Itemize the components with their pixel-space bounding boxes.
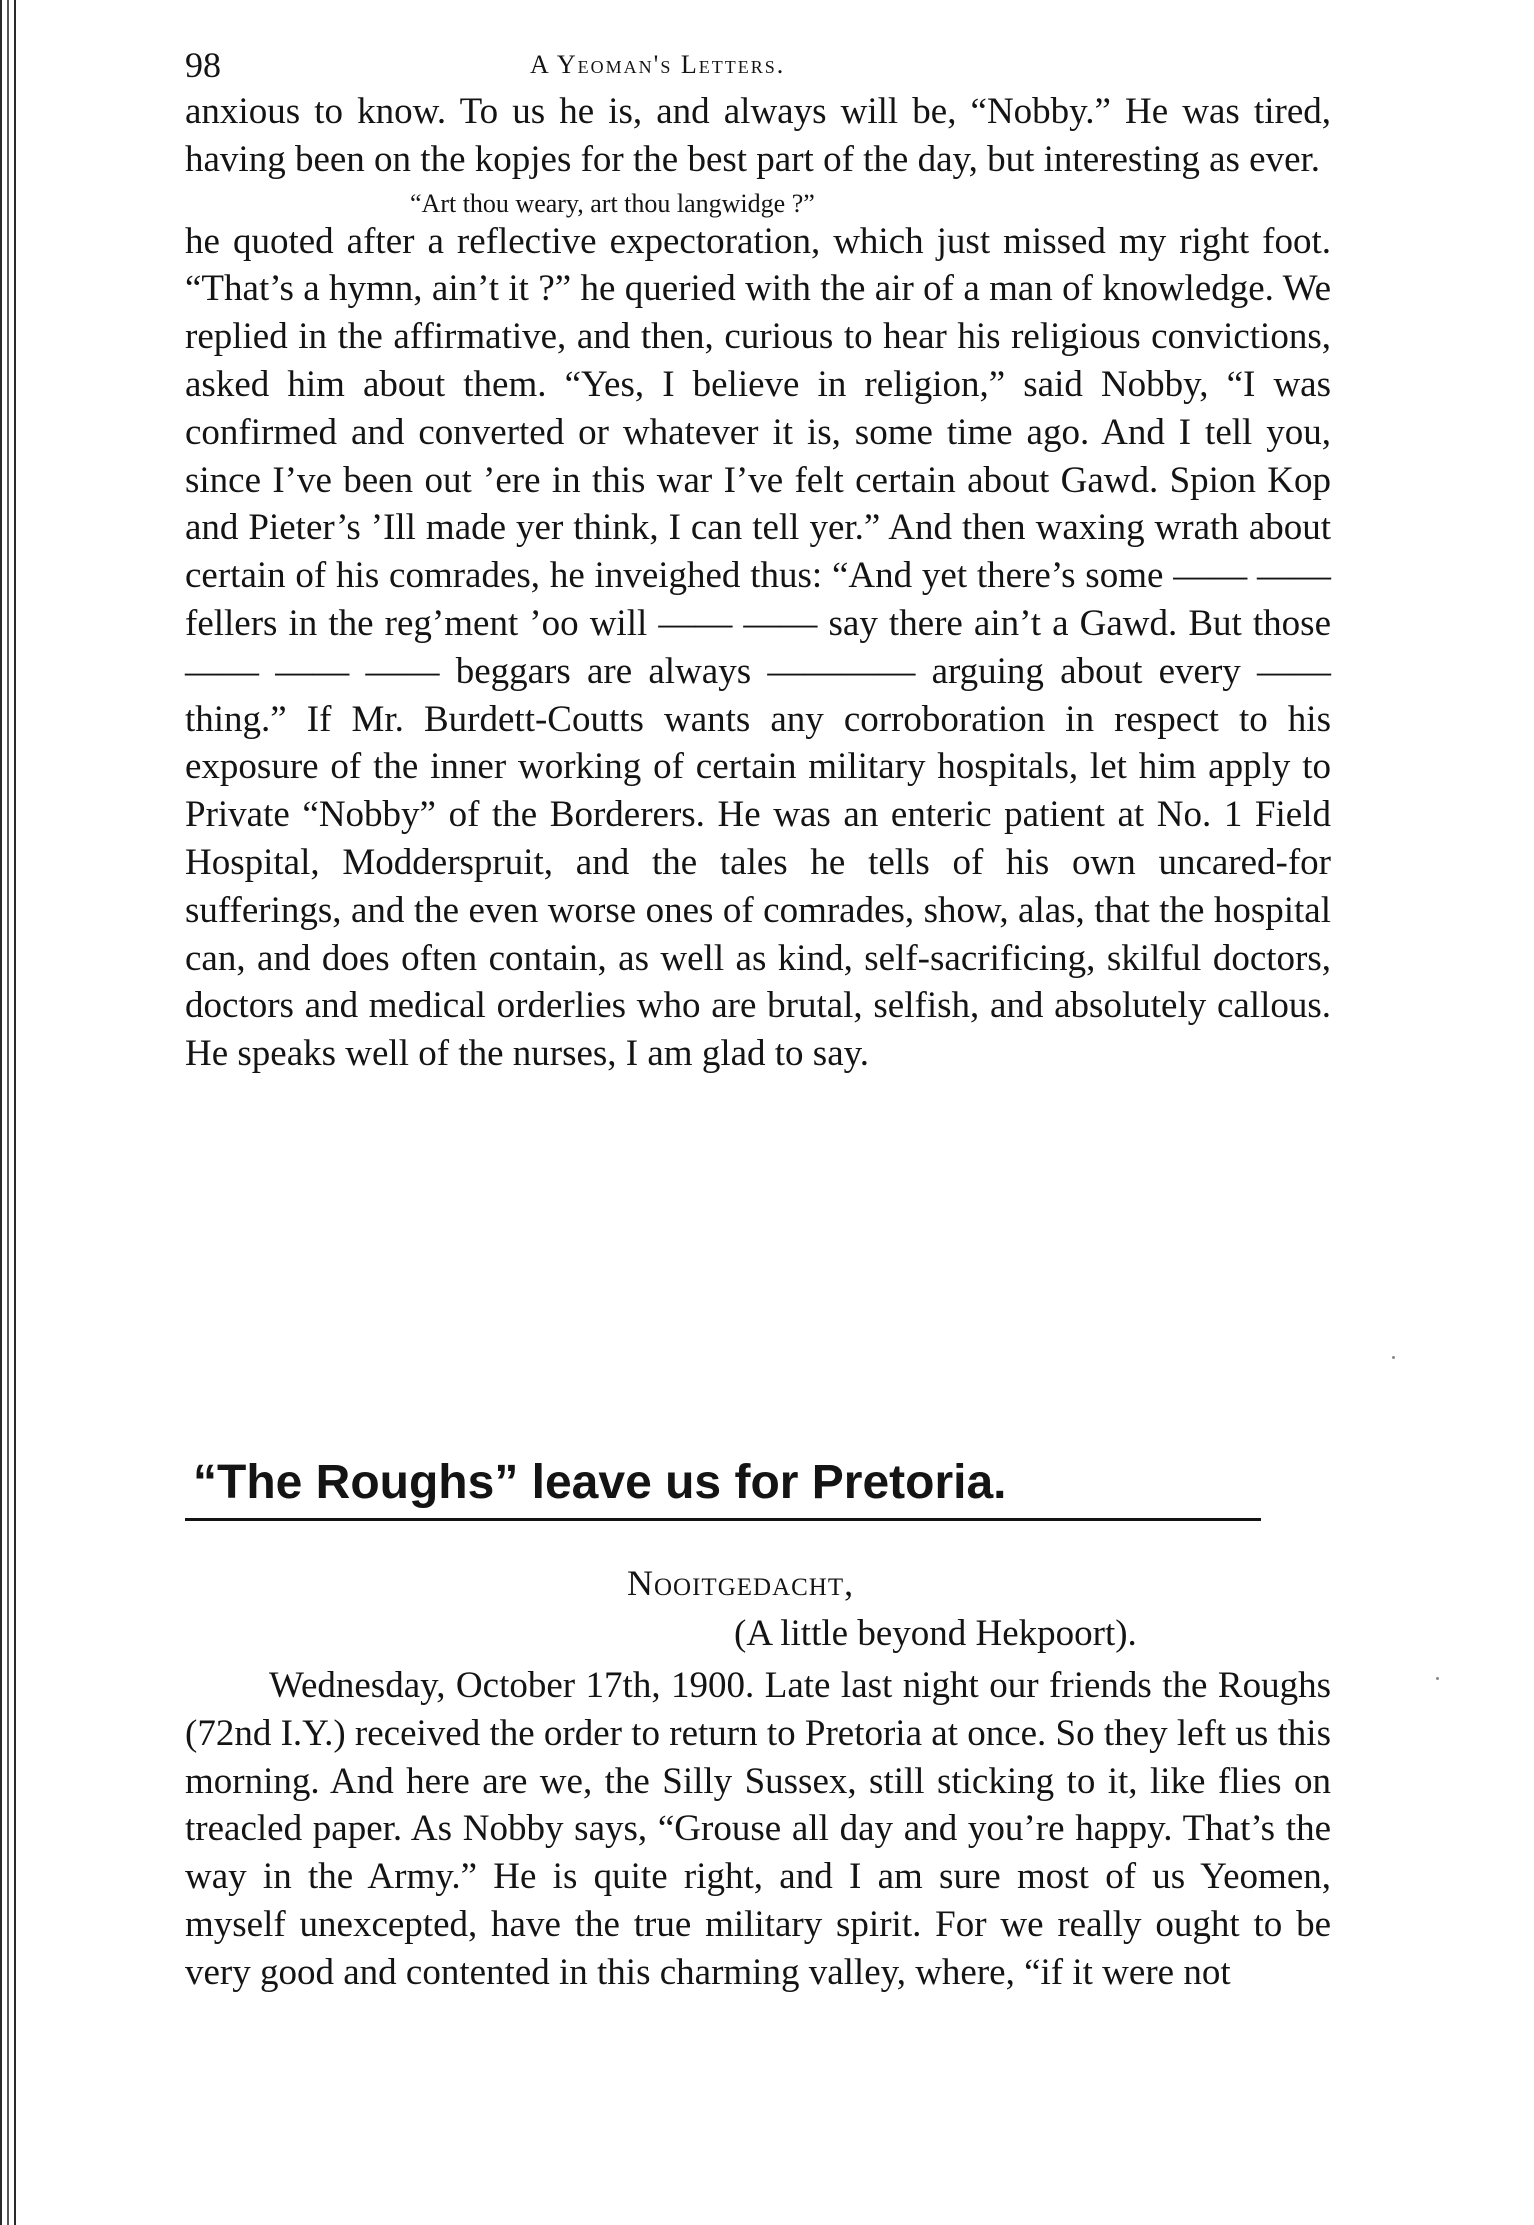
page-number: 98: [185, 45, 221, 85]
section-heading: “The Roughs” leave us for Pretoria.: [185, 1452, 1261, 1521]
paragraph-nobby-intro: anxious to know. To us he is, and always will be, “Nobby.” He was tired, having been on the kopjes for the best part of the day, but interesting as ever.: [185, 91, 1331, 180]
body-text-section: [185, 1662, 1331, 1997]
paper-speck: [1392, 1356, 1395, 1359]
hymn-quotation: “Art thou weary, art thou langwidge ?”: [410, 188, 815, 218]
dateline-note: (A little beyond Hekpoort).: [734, 1613, 1137, 1654]
body-text-top: [185, 88, 1331, 1078]
paragraph-roughs-depart: Wednesday, October 17th, 1900. Late last night our friends the Roughs (72nd I.Y.) received the order to return to Pretoria at once. So they left us this morning. And here are we, the Silly Sussex, still sticking to it, like flies on treacled paper. As Nobby says, “Grouse all day and you’re happy. That’s the way in the Army.” He is quite right, and I am sure most of us Yeomen, myself unexcepted, have the true military spirit. For we really ought to be very good and contented in this charming valley, where, “if it were not: [185, 1665, 1331, 1993]
paragraph-nobby-religion: he quoted after a reflective expectoration, which just missed my right foot. “That’s a hymn, ain’t it ?” he queried with the air of a man of knowledge. We replied in the affirmative, and then, curious to hear his religious convictions, asked him about them. “Yes, I believe in religion,” said Nobby, “I was confirmed and converted or whatever it is, some time ago. And I tell you, since I’ve been out ’ere in this war I’ve felt certain about Gawd. Spion Kop and Pieter’s ’Ill made yer think, I can tell yer.” And then waxing wrath about certain of his comrades, he inveighed thus: “And yet there’s some —— —— fellers in the reg’ment ’oo will —— —— say there ain’t a Gawd. But those —— —— —— beggars are always ———— arguing about every —— thing.” If Mr. Burdett-Coutts wants any corroboration in respect to his exposure of the inner working of certain military hospitals, let him apply to Private “Nobby” of the Borderers. He was an enteric patient at No. 1 Field Hospital, Modderspruit, and the tales he tells of his own uncared-for sufferings, and the even worse ones of comrades, show, alas, that the hospital can, and does often contain, as well as kind, self-sacrificing, skilful doctors, doctors and medical orderlies who are brutal, selfish, and absolutely callous. He speaks well of the nurses, I am glad to say.: [185, 220, 1331, 1075]
paper-speck: [1436, 1677, 1439, 1680]
page-binding-edge: [0, 0, 16, 2225]
dateline-place: Nooitgedacht,: [627, 1563, 855, 1603]
running-head: A Yeoman's Letters.: [530, 50, 786, 79]
page-header: [185, 44, 1335, 84]
